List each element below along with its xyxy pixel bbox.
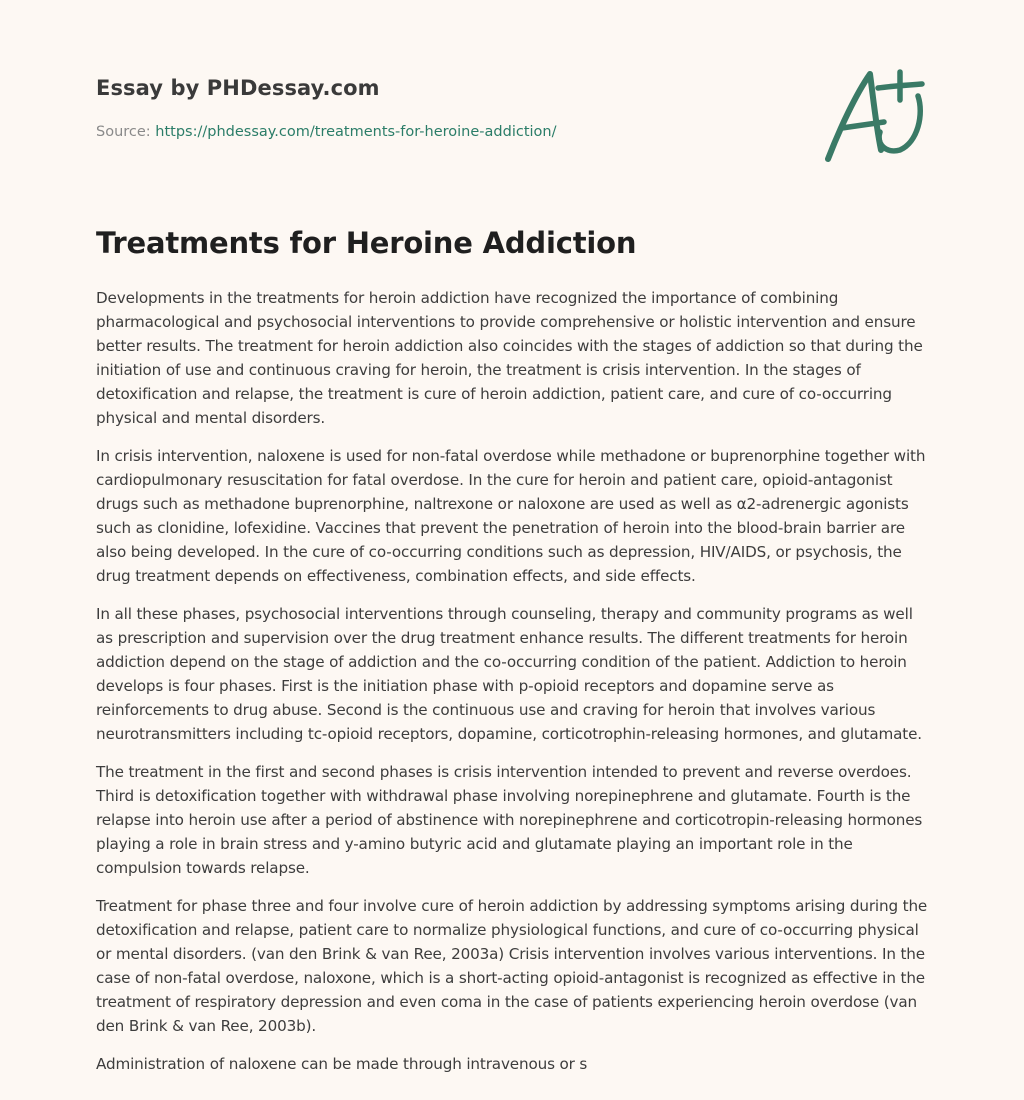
- source-line: [96, 124, 556, 140]
- paragraph: In crisis intervention, naloxene is used for non-fatal overdose while methadone or buprenorphine together with cardiopulmonary resuscitation for fatal overdose. In the cure for heroin and patient care, opioid-antagonist drugs such as methadone buprenorphine, naltrexone or naloxone are used as well as α2-adrenergic agonists such as clonidine, lofexidine. Vaccines that prevent the penetration of heroin into the blood-brain barrier are also being developed. In the cure of co-occurring conditions such as depression, HIV/AIDS, or psychosis, the drug treatment depends on effectiveness, combination effects, and side effects.: [96, 447, 926, 585]
- source-label: Source:: [96, 124, 151, 140]
- paragraph: Developments in the treatments for heroin addiction have recognized the importance of combining pharmacological and psychosocial interventions to provide comprehensive or holistic intervention and ensure better results. The treatment for heroin addiction also coincides with the stages of addiction so that during the initiation of use and continuous craving for heroin, the treatment is crisis intervention. In the stages of detoxification and relapse, the treatment is cure of heroin addiction, patient care, and cure of co-occurring physical and mental disorders.: [96, 289, 923, 427]
- page-title: Treatments for Heroine Addiction: [96, 226, 637, 260]
- source-link[interactable]: https://phdessay.com/treatments-for-heroine-addiction/: [155, 124, 557, 140]
- paragraph: The treatment in the first and second phases is crisis intervention intended to prevent and reverse overdoes. Third is detoxification together with withdrawal phase involving norepinephrene and glutamate. Fourth is the relapse into heroin use after a period of abstinence with norepinephrene and corticotropin-releasing hormones playing a role in brain stress and y-amino butyric acid and glutamate playing an important role in the compulsion towards relapse.: [96, 763, 923, 877]
- paragraph: In all these phases, psychosocial interventions through counseling, therapy and community programs as well as prescription and supervision over the drug treatment enhance results. The different treatments for heroin addiction depend on the stage of addiction and the co-occurring condition of the patient. Addiction to heroin develops is four phases. First is the initiation phase with p-opioid receptors and dopamine serve as reinforcements to drug abuse. Second is the continuous use and craving for heroin that involves various neurotransmitters including tc-opioid receptors, dopamine, corticotrophin-releasing hormones, and glutamate.: [96, 605, 922, 743]
- brand-title: Essay by PHDessay.com: [96, 76, 380, 100]
- paragraph: Treatment for phase three and four involve cure of heroin addiction by addressing symptoms arising during the detoxification and relapse, patient care to normalize physiological functions, and cure of co-occurring physical or mental disorders. (van den Brink & van Ree, 2003a) Crisis intervention involves various interventions. In the case of non-fatal overdose, naloxone, which is a short-acting opioid-antagonist is recognized as effective in the treatment of respiratory depression and even coma in the case of patients experiencing heroin overdose (van den Brink & van Ree, 2003b).: [96, 897, 928, 1035]
- a-plus-logo-icon: [818, 66, 930, 166]
- paragraph: Administration of naloxene can be made through intravenous or s: [96, 1055, 588, 1073]
- essay-body: [96, 286, 930, 1090]
